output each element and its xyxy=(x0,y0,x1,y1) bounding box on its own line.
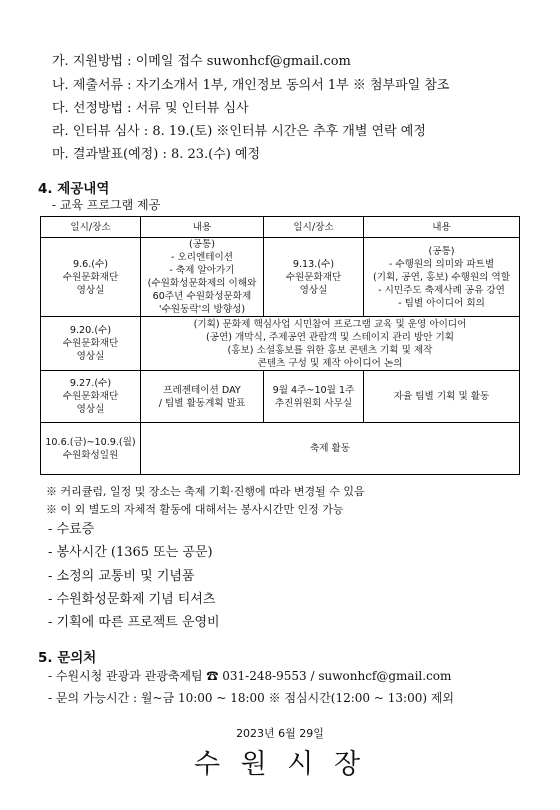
row3-content-left: 프레젠테이션 DAY / 팀별 활동계획 발표 xyxy=(141,371,264,423)
note-volunteer-hours: ※ 이 외 별도의 자체적 활동에 대해서는 봉사시간만 인정 가능 xyxy=(46,503,344,516)
table-header-row xyxy=(41,217,520,238)
row2-content: (기획) 문화제 핵심사업 시민참여 프로그램 교육 및 운영 아이디어 (공연) 개막식, 주제공연 관람객 및 스테이지 관리 방안 기획 (홍보) 소셜홍보를 위한 홍보 콘텐츠 기획 및 제작 콘텐츠 구성 및 제작 아이디어 논의 xyxy=(141,317,520,371)
header-content-right: 내용 xyxy=(364,217,520,238)
mayor-signature: 수 원 시 장 xyxy=(193,749,367,780)
benefit-volunteer-hours: - 봉사시간 (1365 또는 공문) xyxy=(48,545,213,560)
program-table xyxy=(40,216,520,475)
benefit-certificate: - 수료증 xyxy=(48,522,95,537)
apply-documents: 나. 제출서류 : 자기소개서 1부, 개인정보 동의서 1부 ※ 첨부파일 참조 xyxy=(52,78,450,93)
benefit-transport: - 소정의 교통비 및 기념품 xyxy=(48,569,195,584)
table-row xyxy=(41,238,520,317)
table-row xyxy=(41,371,520,423)
table-row xyxy=(41,423,520,475)
row1-date-right: 9.13.(수) 수원문화재단 영상실 xyxy=(264,238,364,317)
table-row xyxy=(41,317,520,371)
benefit-tshirt: - 수원화성문화제 기념 티셔츠 xyxy=(48,592,216,607)
contact-hours: - 문의 가능시간 : 월~금 10:00 ~ 18:00 ※ 점심시간(12:00 ~ 13:00) 제외 xyxy=(48,691,455,705)
note-schedule-change: ※ 커리큘럼, 일정 및 장소는 축제 기획·진행에 따라 변경될 수 있음 xyxy=(46,485,365,498)
row3-date-right: 9월 4주~10월 1주 추진위원회 사무실 xyxy=(264,371,364,423)
header-date-left: 일시/장소 xyxy=(41,217,141,238)
row1-content-right: (공통) - 수행원의 의미와 파트별 (기획, 공연, 홍보) 수행원의 역할 - 시민주도 축제사례 공유 강연 - 팀별 아이디어 회의 xyxy=(364,238,520,317)
section4-subtitle: - 교육 프로그램 제공 xyxy=(52,198,161,212)
benefit-project-fund: - 기획에 따른 프로젝트 운영비 xyxy=(48,615,220,630)
issue-date: 2023년 6월 29일 xyxy=(236,727,324,740)
section4-title: 4. 제공내역 xyxy=(38,181,110,197)
row1-content-left: (공통) - 오리엔테이션 - 축제 알아가기 (수원화성문화제의 이해와 60주년 수원화성문화제 '수원동락'의 방향성) xyxy=(141,238,264,317)
section5-title: 5. 문의처 xyxy=(38,650,97,666)
row3-date: 9.27.(수) 수원문화재단 영상실 xyxy=(41,371,141,423)
row1-date-left: 9.6.(수) 수원문화재단 영상실 xyxy=(41,238,141,317)
header-content-left: 내용 xyxy=(141,217,264,238)
header-date-right: 일시/장소 xyxy=(264,217,364,238)
apply-result: 마. 결과발표(예정) : 8. 23.(수) 예정 xyxy=(52,147,261,162)
row4-content: 축제 활동 xyxy=(141,423,520,475)
apply-method: 가. 지원방법 : 이메일 접수 suwonhcf@gmail.com xyxy=(52,54,351,69)
apply-selection: 다. 선정방법 : 서류 및 인터뷰 심사 xyxy=(52,101,249,116)
row3-content-right: 자율 팀별 기획 및 활동 xyxy=(364,371,520,423)
row4-date: 10.6.(금)~10.9.(월) 수원화성일원 xyxy=(41,423,141,475)
apply-interview: 라. 인터뷰 심사 : 8. 19.(토) ※인터뷰 시간은 추후 개별 연락 예정 xyxy=(52,124,426,139)
row2-date: 9.20.(수) 수원문화재단 영상실 xyxy=(41,317,141,371)
contact-info: - 수원시청 관광과 관광축제팀 ☎ 031-248-9553 / suwonhcf@gmail.com xyxy=(48,669,452,683)
